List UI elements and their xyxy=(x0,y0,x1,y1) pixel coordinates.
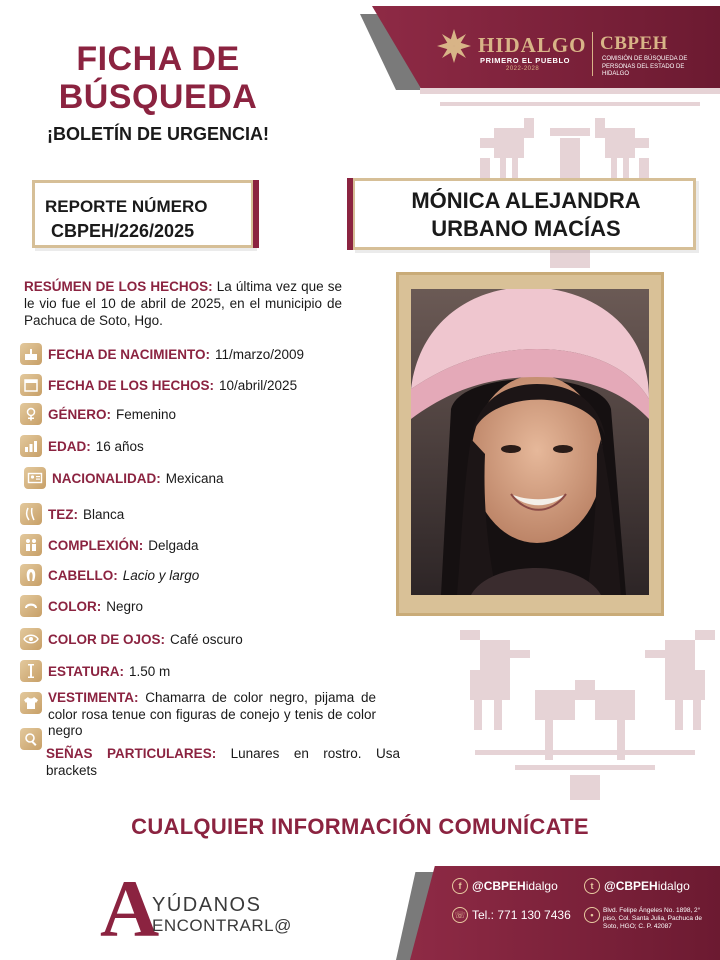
phone-number: Tel.: 771 130 7436 xyxy=(472,908,571,922)
field-value: Blanca xyxy=(83,506,125,522)
field-eye-color xyxy=(20,627,360,651)
report-box-accent-bar xyxy=(253,180,259,248)
field-build xyxy=(20,533,360,557)
title-line-2: BÚSQUEDA xyxy=(58,78,258,116)
marks-label: SEÑAS PARTICULARES: xyxy=(46,746,217,761)
id-card-icon xyxy=(24,467,46,489)
missing-person-name-box xyxy=(352,178,696,250)
cbpeh-wordmark: CBPEH xyxy=(600,33,668,54)
name-line-2: URBANO MACÍAS xyxy=(431,216,621,241)
field-value: 16 años xyxy=(95,438,144,454)
field-label: FECHA DE NACIMIENTO: xyxy=(48,346,210,362)
field-label: ESTATURA: xyxy=(48,663,124,679)
call-to-action: CUALQUIER INFORMACIÓN COMUNÍCATE xyxy=(131,814,589,839)
name-line-1: MÓNICA ALEJANDRA xyxy=(411,188,641,213)
skin-icon xyxy=(20,503,42,525)
clothing-text xyxy=(48,690,376,740)
field-nationality xyxy=(20,466,360,490)
field-value: Mexicana xyxy=(165,470,224,486)
cbpeh-description: COMISIÓN DE BÚSQUEDA DE PERSONAS DEL ESTADO DE HIDALGO xyxy=(602,56,688,77)
clothing-description: Chamarra de color negro, pijama de color rosa tenue con figuras de conejo y tenis de color negro xyxy=(48,690,376,738)
name-box-accent-bar xyxy=(347,178,353,250)
field-hair-color xyxy=(20,594,360,618)
banner-divider xyxy=(592,32,593,76)
ayudanos-logo-line-2: ENCONTRARL@ xyxy=(152,916,292,935)
missing-person-photo xyxy=(411,289,649,595)
field-value: Delgada xyxy=(148,537,199,553)
twitter-icon: t xyxy=(584,878,600,894)
cake-icon xyxy=(20,343,42,365)
report-label: REPORTE NÚMERO xyxy=(45,197,208,216)
photo-frame xyxy=(396,272,664,616)
office-address: Blvd. Felipe Ángeles No. 1898, 2° piso, Col. Santa Julia, Pachuca de Soto, HGO; C. P. 42087 xyxy=(603,907,703,930)
field-gender xyxy=(20,402,360,426)
summary-label: RESÚMEN DE LOS HECHOS: xyxy=(24,279,213,294)
facebook-icon: f xyxy=(452,878,468,894)
field-height xyxy=(20,659,360,683)
age-bars-icon xyxy=(20,435,42,457)
field-label: EDAD: xyxy=(48,438,91,454)
body-icon xyxy=(20,534,42,556)
page-title xyxy=(28,40,288,116)
hair-color-icon xyxy=(20,595,42,617)
field-value: 1.50 m xyxy=(129,663,171,679)
twitter-handle-rest: idalgo xyxy=(657,879,690,893)
field-label: COLOR: xyxy=(48,598,102,614)
height-icon xyxy=(20,660,42,682)
ayudanos-logo-letter: A xyxy=(100,863,160,954)
missing-person-name xyxy=(365,187,687,243)
location-pin-icon: • xyxy=(584,907,600,923)
hair-icon xyxy=(20,564,42,586)
summary-text: La última vez que se le vio fue el 10 de abril de 2025, en el municipio de Pachuca de Soto, Hgo. xyxy=(24,279,342,328)
facebook-link[interactable] xyxy=(452,878,558,894)
hidalgo-wordmark: HIDALGO xyxy=(478,33,587,57)
field-value: 11/marzo/2009 xyxy=(215,346,305,362)
shirt-icon xyxy=(20,692,42,714)
facebook-handle-bold: @CBPEH xyxy=(472,879,526,893)
field-value: Negro xyxy=(106,598,144,614)
hidalgo-slogan: PRIMERO EL PUEBLO xyxy=(480,56,571,65)
field-event-date xyxy=(20,373,360,397)
field-label: GÉNERO: xyxy=(48,406,112,422)
field-label: NACIONALIDAD: xyxy=(52,470,161,486)
field-label: FECHA DE LOS HECHOS: xyxy=(48,377,215,393)
facebook-handle-rest: idalgo xyxy=(525,879,558,893)
field-value: Lacio y largo xyxy=(122,567,200,583)
gender-icon xyxy=(20,403,42,425)
field-value: Femenino xyxy=(116,406,177,422)
eye-icon xyxy=(20,628,42,650)
twitter-handle-bold: @CBPEH xyxy=(604,879,658,893)
hidalgo-years: 2022-2028 xyxy=(506,66,540,72)
title-line-1: FICHA DE xyxy=(76,40,240,78)
distinguishing-marks xyxy=(46,746,400,779)
phone-icon: ☏ xyxy=(452,907,468,923)
field-age xyxy=(20,434,360,458)
field-label: COLOR DE OJOS: xyxy=(48,631,166,647)
calendar-icon xyxy=(20,374,42,396)
hidalgo-star-logo-icon xyxy=(436,28,472,64)
report-number: CBPEH/226/2025 xyxy=(51,221,195,241)
report-box xyxy=(32,180,254,248)
field-label: CABELLO: xyxy=(48,567,118,583)
facts-summary xyxy=(24,278,342,329)
ayudanos-logo-line-1: YÚDANOS xyxy=(152,894,262,916)
marks-description: Lunares en rostro. Usa brackets xyxy=(46,746,400,778)
embroidery-pattern-bottom xyxy=(455,620,720,800)
field-birth-date xyxy=(20,342,360,366)
field-label: TEZ: xyxy=(48,506,78,522)
twitter-link[interactable] xyxy=(584,878,690,894)
phone-contact[interactable] xyxy=(452,907,571,923)
portrait-illustration xyxy=(411,289,649,595)
field-skin-tone xyxy=(20,502,360,526)
magnifier-icon xyxy=(20,728,42,750)
field-value: Café oscuro xyxy=(170,631,243,647)
field-value: 10/abril/2025 xyxy=(219,377,298,393)
clothing-label: VESTIMENTA: xyxy=(48,690,139,705)
urgent-bulletin-subtitle: ¡BOLETÍN DE URGENCIA! xyxy=(47,124,269,144)
field-hair xyxy=(20,563,360,587)
field-label: COMPLEXIÓN: xyxy=(48,537,144,553)
